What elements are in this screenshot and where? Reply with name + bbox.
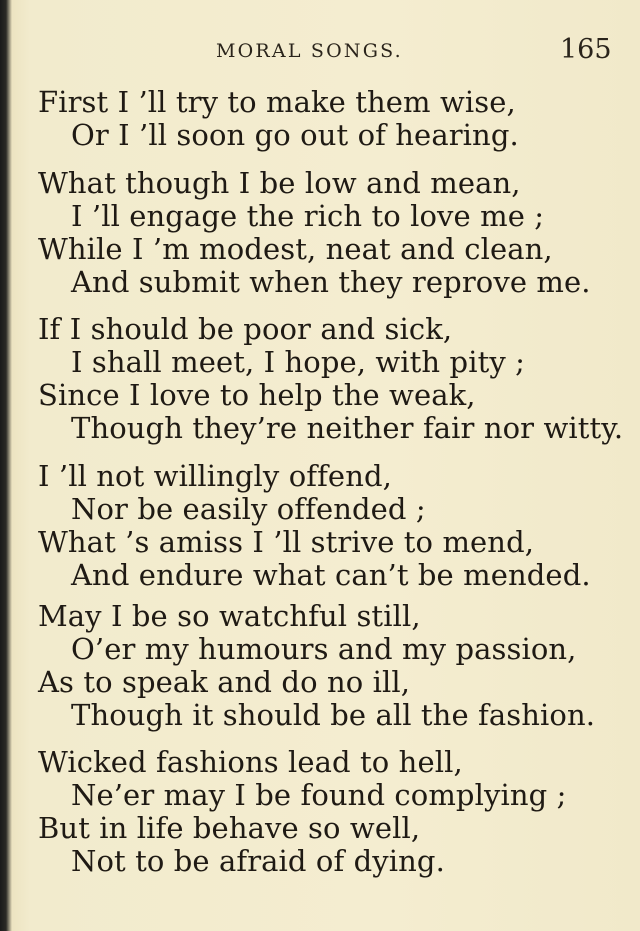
verse-line: But in life behave so well,: [38, 811, 421, 845]
page-gutter-shadow: [0, 0, 12, 931]
verse-line: Wicked fashions lead to hell,: [38, 745, 463, 779]
running-head: [0, 34, 640, 68]
verse-line: Though it should be all the fashion.: [71, 698, 596, 732]
verse-line: What ’s amiss I ’ll strive to mend,: [38, 525, 535, 559]
verse-line: What though I be low and mean,: [38, 166, 521, 200]
verse-line: Not to be afraid of dying.: [71, 844, 445, 878]
verse-line: Though they’re neither fair nor witty.: [71, 411, 624, 445]
stanza: [38, 460, 628, 592]
running-title: MORAL SONGS.: [216, 40, 403, 62]
stanza: [38, 746, 628, 878]
verse-line: Ne’er may I be found complying ;: [71, 778, 567, 812]
stanza: [38, 167, 628, 299]
stanza: [38, 600, 628, 732]
stanza: [38, 86, 628, 152]
verse-line: I shall meet, I hope, with pity ;: [71, 345, 525, 379]
verse-line: O’er my humours and my passion,: [71, 632, 577, 666]
verse-line: Nor be easily offended ;: [71, 492, 426, 526]
verse-line: First I ’ll try to make them wise,: [38, 85, 516, 119]
page-number: 165: [560, 34, 612, 65]
verse-line: While I ’m modest, neat and clean,: [38, 232, 553, 266]
verse-line: I ’ll engage the rich to love me ;: [71, 199, 545, 233]
verse-line: As to speak and do no ill,: [38, 665, 411, 699]
verse-line: I ’ll not willingly offend,: [38, 459, 392, 493]
verse-line: If I should be poor and sick,: [38, 312, 453, 346]
verse-line: And submit when they reprove me.: [71, 265, 591, 299]
verse-line: May I be so watchful still,: [38, 599, 421, 633]
verse-line: Since I love to help the weak,: [38, 378, 476, 412]
verse-line: Or I ’ll soon go out of hearing.: [71, 118, 519, 152]
poem-body: [38, 86, 628, 878]
stanza: [38, 313, 628, 445]
verse-line: And endure what can’t be mended.: [71, 558, 591, 592]
